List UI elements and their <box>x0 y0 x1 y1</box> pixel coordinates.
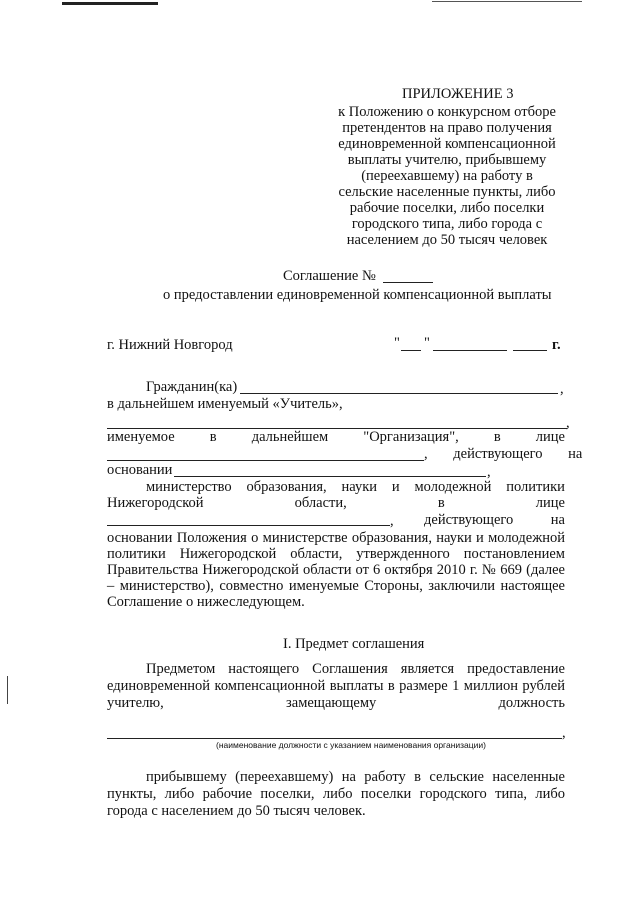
agreement-title: Соглашение № <box>283 268 376 284</box>
date-day-line <box>401 350 421 351</box>
basis-paragraph <box>107 530 565 610</box>
word: и <box>391 479 400 495</box>
date-year-suffix: г. <box>552 337 561 353</box>
section-line: Предметом настоящего Соглашения является предоставление <box>146 661 565 677</box>
para-line: – министерство), совместно именуемые Стороны, заключили настоящее <box>107 578 565 594</box>
position-comma: , <box>562 725 566 741</box>
ministry-line <box>146 479 565 495</box>
appendix-line: к Положению о конкурсном отборе <box>338 104 556 120</box>
ministry-rep-line <box>107 525 390 526</box>
appendix-line: городского типа, либо города с <box>351 216 543 232</box>
appendix-line: рабочие поселки, либо поселки <box>349 200 545 216</box>
date-month-line <box>433 350 507 351</box>
header-rule-right <box>432 1 582 2</box>
word: образования, <box>246 479 327 495</box>
ministry-region-line <box>107 495 565 511</box>
appendix-line: претендентов на право получения <box>342 120 552 136</box>
para-line: основании Положения о министерстве образования, науки и молодежной <box>107 530 565 546</box>
word: в <box>493 429 501 445</box>
position-line <box>107 738 562 739</box>
basis-line <box>174 476 486 477</box>
organization-rep-line <box>107 460 424 461</box>
final-line: города с населением до 50 тысяч человек. <box>107 803 366 819</box>
basis-label: основании <box>107 462 173 478</box>
appendix-line: сельские населенные пункты, либо <box>338 184 556 200</box>
teacher-designation: в дальнейшем именуемый «Учитель», <box>107 396 343 412</box>
word: Нижегородской <box>107 495 204 511</box>
word: политики <box>506 479 565 495</box>
position-note: (наименование должности с указанием наименования организации) <box>216 740 486 750</box>
appendix-line: населением до 50 тысяч человек <box>346 232 548 248</box>
word: лице <box>535 495 565 511</box>
section-line: единовременной компенсационной выплаты в размере 1 миллион рублей <box>107 678 565 694</box>
word: должность <box>498 695 565 711</box>
word: действующего <box>424 512 514 528</box>
citizen-label: Гражданин(ка) <box>146 379 238 395</box>
final-line: прибывшему (переехавшему) на работу в сельские населенные <box>146 769 565 785</box>
word: учителю, <box>107 695 164 711</box>
appendix-line: (переехавшему) на работу в <box>361 168 533 184</box>
organization-acting: , действующего на <box>424 446 583 462</box>
agreement-number-line <box>383 282 433 283</box>
word: в <box>437 495 445 511</box>
section-title: I. Предмет соглашения <box>283 636 425 652</box>
para-line: Правительства Нижегородской области от 6 октября 2010 г. № 669 (далее <box>107 562 565 578</box>
appendix-line: выплаты учителю, прибывшему <box>347 152 547 168</box>
word: в <box>209 429 217 445</box>
ministry-rep-comma: , <box>390 513 394 529</box>
section-position-line <box>107 695 565 711</box>
word: дальнейшем <box>251 429 329 445</box>
organization-comma: , <box>566 415 570 431</box>
para-line: политики Нижегородской области, утвержденного постановлением <box>107 546 565 562</box>
date-year-line <box>513 350 547 351</box>
citizen-name-line <box>240 393 558 394</box>
word: министерство <box>146 479 232 495</box>
organization-clause <box>107 429 565 445</box>
word: на <box>550 512 565 528</box>
margin-mark <box>7 676 8 704</box>
ministry-acting <box>424 512 565 528</box>
header-rule-left <box>62 2 158 5</box>
word: именуемое <box>107 429 175 445</box>
para-line: Соглашение о нижеследующем. <box>107 594 305 610</box>
final-line: пункты, либо рабочие поселки, либо поселки городского типа, либо <box>107 786 565 802</box>
word: области, <box>294 495 347 511</box>
citizen-comma: , <box>560 381 564 397</box>
word: науки <box>341 479 378 495</box>
word: замещающему <box>286 695 377 711</box>
appendix-title: ПРИЛОЖЕНИЕ 3 <box>402 86 514 102</box>
word: лице <box>535 429 565 445</box>
basis-comma: , <box>487 464 491 480</box>
agreement-subtitle: о предоставлении единовременной компенсационной выплаты <box>163 287 552 303</box>
word: молодежной <box>414 479 492 495</box>
word: "Организация", <box>363 429 459 445</box>
appendix-text <box>318 104 576 248</box>
city: г. Нижний Новгород <box>107 337 233 353</box>
appendix-line: единовременной компенсационной <box>338 136 556 152</box>
date-quote-open: " <box>394 335 400 351</box>
date-quote-close: " <box>424 335 430 351</box>
